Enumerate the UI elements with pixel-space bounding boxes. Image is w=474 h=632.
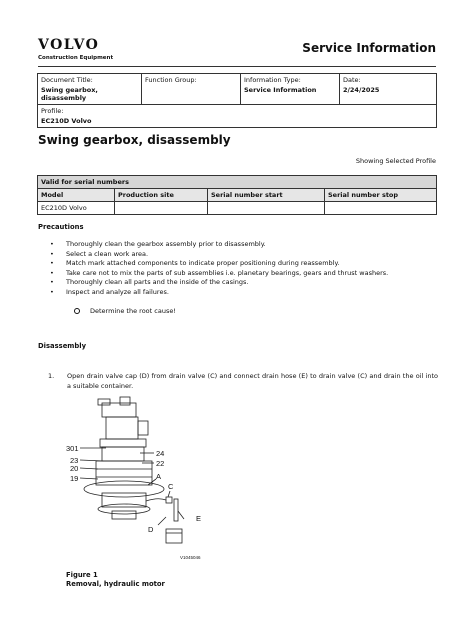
function-group-label: Function Group: — [145, 76, 197, 84]
document-title-label: Document Title: — [41, 76, 93, 84]
motor-body — [106, 417, 138, 439]
date-value: 2/24/2025 — [343, 86, 380, 94]
step-text: Open drain valve cap (D) from drain valve (C) and connect drain hose (E) to drain valve (C) and drain the oil into a suitable container. — [67, 372, 438, 390]
label-301: 301 — [66, 444, 79, 453]
step-1 — [38, 372, 438, 391]
information-type-cell — [241, 74, 340, 105]
pinion-gear — [98, 504, 150, 514]
table-cell-serial-stop — [325, 202, 437, 215]
label-20: 20 — [70, 464, 79, 473]
motor-flange — [100, 439, 146, 447]
brand-name: VOLVO — [38, 37, 100, 53]
col-header-production-site: Production site — [115, 189, 208, 202]
date-label: Date: — [343, 76, 361, 84]
page-title: Swing gearbox, disassembly — [38, 133, 231, 147]
serial-number-table — [37, 175, 437, 215]
profile-value: EC210D Volvo — [41, 117, 92, 125]
brand-subtitle: Construction Equipment — [38, 55, 114, 61]
motor-top-port — [120, 397, 130, 405]
figure-number: Figure 1 — [66, 571, 98, 579]
header-divider — [38, 66, 436, 67]
upper-housing — [102, 447, 144, 461]
date-cell — [340, 74, 437, 105]
label-24: 24 — [156, 449, 165, 458]
profile-cell — [38, 105, 437, 128]
disassembly-heading: Disassembly — [38, 342, 87, 350]
list-item: • Thoroughly clean all parts and the inside of the casings. — [50, 278, 430, 288]
step-number: 1. — [48, 372, 55, 380]
precautions-list — [50, 240, 430, 297]
circle-bullet-icon — [74, 308, 80, 314]
document-title-value: Swing gearbox, disassembly — [41, 86, 98, 102]
document-meta-table — [37, 73, 437, 128]
drain-hose — [174, 499, 178, 521]
list-item: • Select a clean work area. — [50, 250, 430, 260]
list-item: • Thoroughly clean the gearbox assembly prior to disassembly. — [50, 240, 430, 250]
label-19: 19 — [70, 474, 79, 483]
volvo-logo — [38, 38, 113, 61]
drain-valve — [166, 497, 172, 503]
label-a: A — [156, 472, 162, 481]
figure-1-illustration — [62, 393, 222, 563]
information-type-label: Information Type: — [244, 76, 301, 84]
figure-reference: V1045046 — [180, 555, 201, 560]
label-c: C — [168, 482, 174, 491]
document-title-cell — [38, 74, 142, 105]
serial-table-caption: Valid for serial numbers — [38, 176, 437, 189]
precautions-heading: Precautions — [38, 223, 84, 231]
list-item: • Inspect and analyze all failures. — [50, 288, 430, 298]
swing-gearbox-drawing — [62, 393, 222, 563]
list-item: • Match mark attached components to indicate proper positioning during reassembly. — [50, 259, 430, 269]
oil-container — [166, 529, 182, 543]
drain-line — [146, 499, 166, 501]
col-header-serial-stop: Serial number stop — [325, 189, 437, 202]
profile-label: Profile: — [41, 107, 64, 115]
label-e: E — [196, 514, 202, 523]
col-header-model: Model — [38, 189, 115, 202]
col-header-serial-start: Serial number start — [208, 189, 325, 202]
figure-caption — [66, 571, 165, 589]
table-cell-serial-start — [208, 202, 325, 215]
mounting-flange — [84, 481, 164, 497]
sub-item-text: Determine the root cause! — [90, 307, 176, 315]
information-type-value: Service Information — [244, 86, 317, 94]
figure-caption-text: Removal, hydraulic motor — [66, 580, 165, 588]
sub-list-item — [74, 307, 176, 315]
service-information-title: Service Information — [302, 41, 436, 55]
label-22: 22 — [156, 459, 165, 468]
motor-top-fitting — [98, 399, 110, 405]
label-d: D — [148, 525, 154, 534]
label-23: 23 — [70, 456, 79, 465]
motor-side-port — [138, 421, 148, 435]
list-item: • Take care not to mix the parts of sub assemblies i.e. planetary bearings, gears and thrust washers. — [50, 269, 430, 279]
table-row — [38, 202, 437, 215]
table-cell-model: EC210D Volvo — [38, 202, 115, 215]
showing-selected-profile: Showing Selected Profile — [355, 157, 436, 165]
pinion-shaft — [112, 511, 136, 519]
function-group-cell — [142, 74, 241, 105]
table-cell-production-site — [115, 202, 208, 215]
